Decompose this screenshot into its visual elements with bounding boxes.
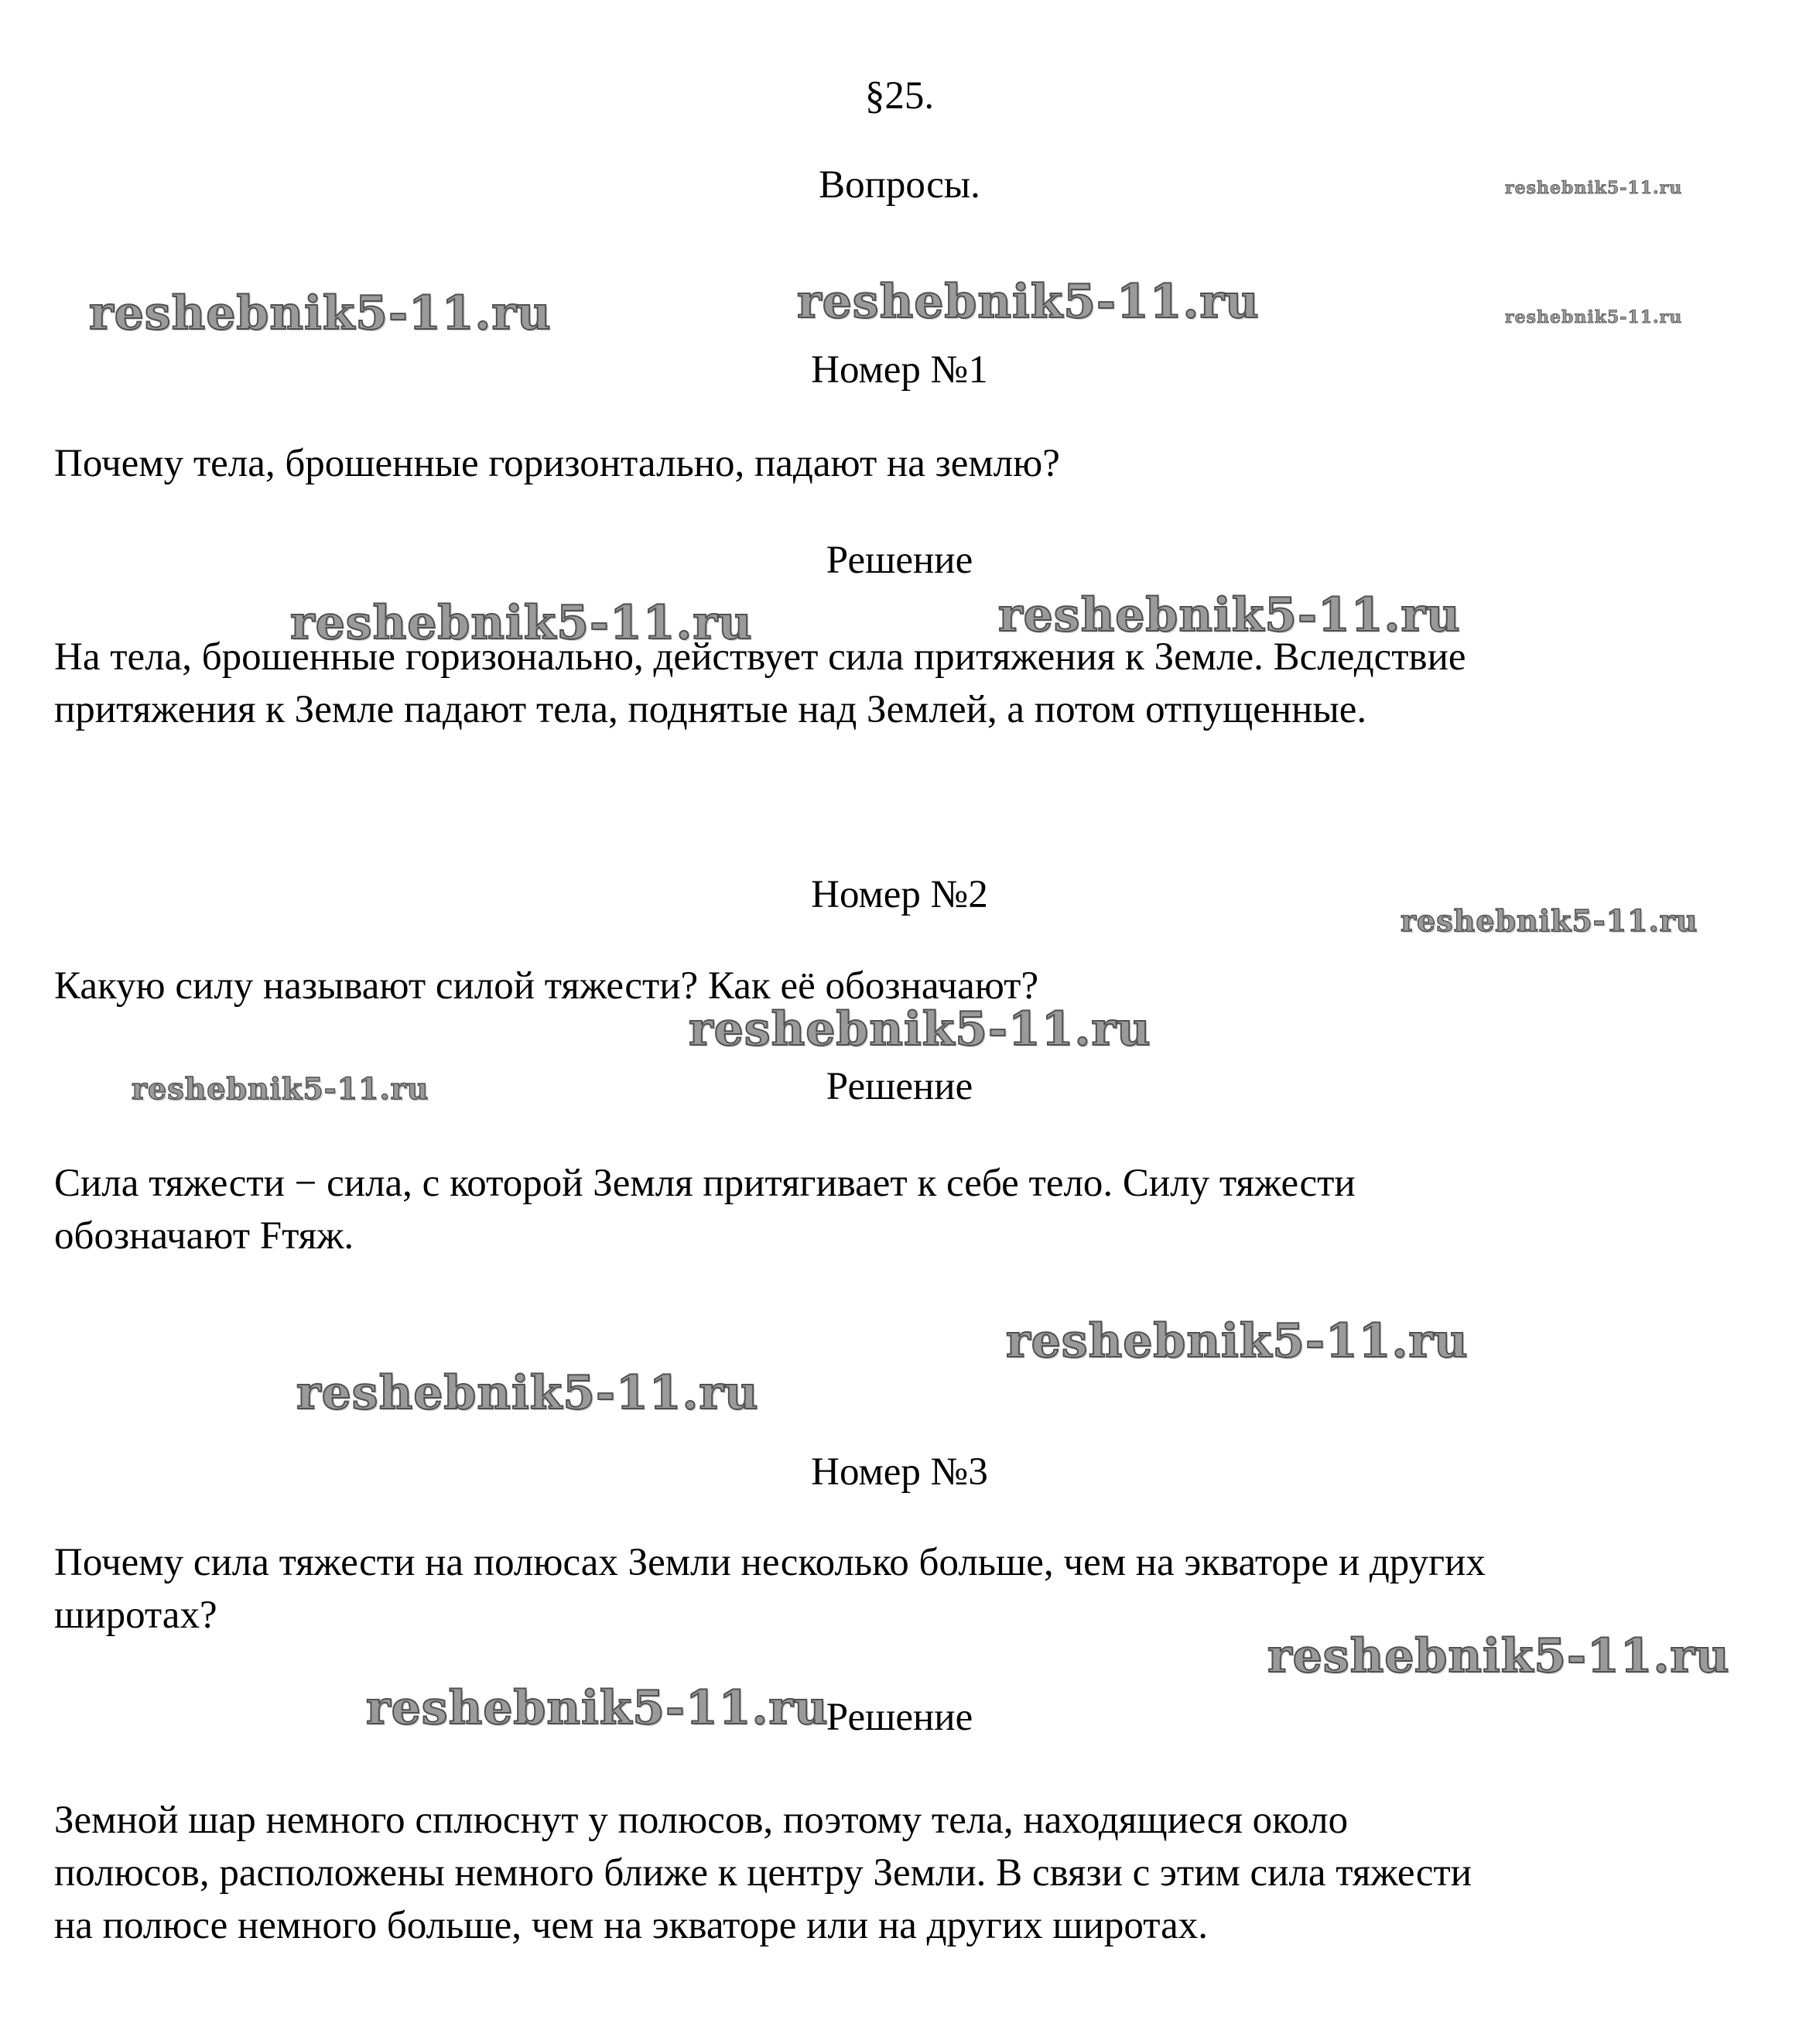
question-1-answer: На тела, брошенные горизонально, действует сила притяжения к Земле. Вследствие притяжения к Земле падают тела, поднятые над Землей, а потом отпущенные. xyxy=(54,635,1466,731)
question-2-answer: Сила тяжести − сила, с которой Земля притягивает к себе тело. Силу тяжести обозначают Fтяж. xyxy=(54,1162,1356,1258)
watermark: reshebnik5-11.ru xyxy=(1267,1629,1730,1683)
watermark: reshebnik5-11.ru xyxy=(1505,178,1683,198)
watermark: reshebnik5-11.ru xyxy=(89,286,552,341)
watermark: reshebnik5-11.ru xyxy=(1006,1314,1469,1368)
question-3-solution-label: Решение xyxy=(826,1696,973,1739)
watermark: reshebnik5-11.ru xyxy=(1401,903,1698,938)
section-number: §25. xyxy=(864,74,935,118)
question-1-text: Почему тела, брошенные горизонтально, падают на землю? xyxy=(54,442,1060,485)
watermark: reshebnik5-11.ru xyxy=(290,596,753,650)
question-3-title: Номер №3 xyxy=(811,1450,988,1494)
question-3-answer: Земной шар немного сплюснут у полюсов, поэтому тела, находящиеся около полюсов, расположены немного ближе к центру Земли. В связи с этим сила тяжести на полюсе немного больше, чем на экваторе или на других широтах. xyxy=(54,1799,1472,1947)
watermark: reshebnik5-11.ru xyxy=(998,588,1461,642)
watermark: reshebnik5-11.ru xyxy=(797,275,1260,329)
watermark: reshebnik5-11.ru xyxy=(132,1071,429,1106)
question-2-solution-label: Решение xyxy=(826,1065,973,1108)
question-1-title: Номер №1 xyxy=(811,348,988,392)
page-heading: Вопросы. xyxy=(819,163,980,207)
question-1-solution-label: Решение xyxy=(826,539,973,582)
question-2-text: Какую силу называют силой тяжести? Как её обозначают? xyxy=(54,964,1039,1008)
watermark: reshebnik5-11.ru xyxy=(689,1002,1151,1056)
watermark: reshebnik5-11.ru xyxy=(296,1366,759,1420)
question-3-text: Почему сила тяжести на полюсах Земли несколько больше, чем на экваторе и других широтах? xyxy=(54,1541,1486,1637)
watermark: reshebnik5-11.ru xyxy=(1505,307,1683,327)
watermark: reshebnik5-11.ru xyxy=(366,1681,829,1735)
question-2-title: Номер №2 xyxy=(811,873,988,916)
